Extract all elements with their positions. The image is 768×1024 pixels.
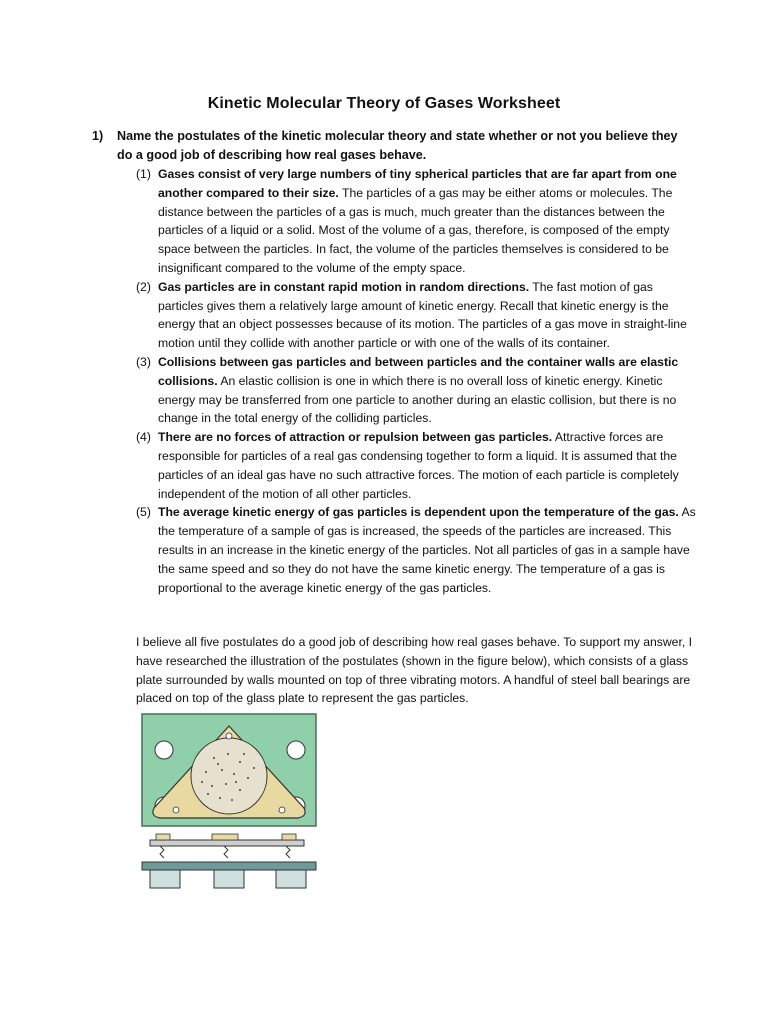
page-title: Kinetic Molecular Theory of Gases Worksheet [207, 95, 561, 112]
postulate-item [136, 503, 696, 597]
question-number: 1) [92, 129, 104, 143]
question-text: Name the postulates of the kinetic molecular theory and state whether or not you believe they do a good job of describing how real gases behave. [117, 129, 678, 162]
postulate-number: (1) [136, 167, 151, 181]
postulate-text: An elastic collision is one in which there is no overall loss of kinetic energy. Kinetic energy may be transferred from one particle to another during an elastic collision, but there is no change in the total energy of the colliding particles. [158, 373, 677, 426]
postulate-number: (4) [136, 430, 151, 445]
mounting-hole [226, 733, 232, 739]
mounting-hole [279, 807, 285, 813]
postulate-item [136, 428, 696, 503]
postulate-heading: There are no forces of attraction or repulsion between gas particles. [158, 430, 553, 445]
postulate-heading: Gases consist of very large numbers of tiny spherical particles that are far apart from one another compared to their size. [158, 167, 677, 200]
postulate-number: (2) [136, 279, 151, 294]
postulate-list [136, 165, 696, 597]
postulate-text: The fast motion of gas particles gives them a relatively large amount of kinetic energy. Recall that kinetic energy is the energy that an object possesses because of its motion. The particles of a gas move in straight-line motion until they collide with another particle or with one of the walls of its container. [158, 279, 687, 351]
glass-plate [191, 738, 267, 814]
postulate-heading: Gas particles are in constant rapid motion in random directions. [158, 279, 530, 294]
answer-paragraph: I believe all five postulates do a good job of describing how real gases behave. To support my answer, I have researched the illustration of the postulates (shown in the figure below), which consists of a glass plate surrounded by walls mounted on top of three vibrating motors. A handful of steel ball bearings are placed on top of the glass plate to represent the gas particles. [136, 635, 692, 706]
kmt-apparatus-figure [136, 712, 322, 900]
postulate-item [136, 353, 696, 428]
postulate-heading: Collisions between gas particles and between particles and the container walls are elastic collisions. [158, 354, 679, 388]
side-view [142, 834, 316, 888]
postulate-item [136, 278, 696, 353]
mounting-hole [173, 807, 179, 813]
postulate-number: (5) [136, 505, 151, 520]
postulate-text: Attractive forces are responsible for particles of a real gas condensing together to form a liquid. It is assumed that the particles of an ideal gas have no such attractive forces. The motion of each particle is completely independent of the motion of all other particles. [158, 430, 679, 501]
postulate-number: (3) [136, 354, 151, 369]
postulate-item [136, 165, 696, 278]
postulate-text: The particles of a gas may be either atoms or molecules. The distance between the particles of a gas is much, much greater than the distances between the particles of a liquid or a solid. Most of the volume of a gas, therefore, is composed of the empty space between the particles. In fact, the volume of the particles themselves is considered to be insignificant compared to the volume of the empty space. [158, 185, 673, 275]
corner-hole [155, 741, 173, 759]
postulate-heading: The average kinetic energy of gas particles is dependent upon the temperature of the gas. [158, 505, 679, 520]
postulate-text: As the temperature of a sample of gas is increased, the speeds of the particles are increased. This results in an increase in the kinetic energy of the particles. Not all particles of gas in a sample have the same speed and so they do not have the same kinetic energy. The temperature of a gas is proportional to the average kinetic energy of the gas particles. [158, 505, 696, 595]
corner-hole [287, 741, 305, 759]
